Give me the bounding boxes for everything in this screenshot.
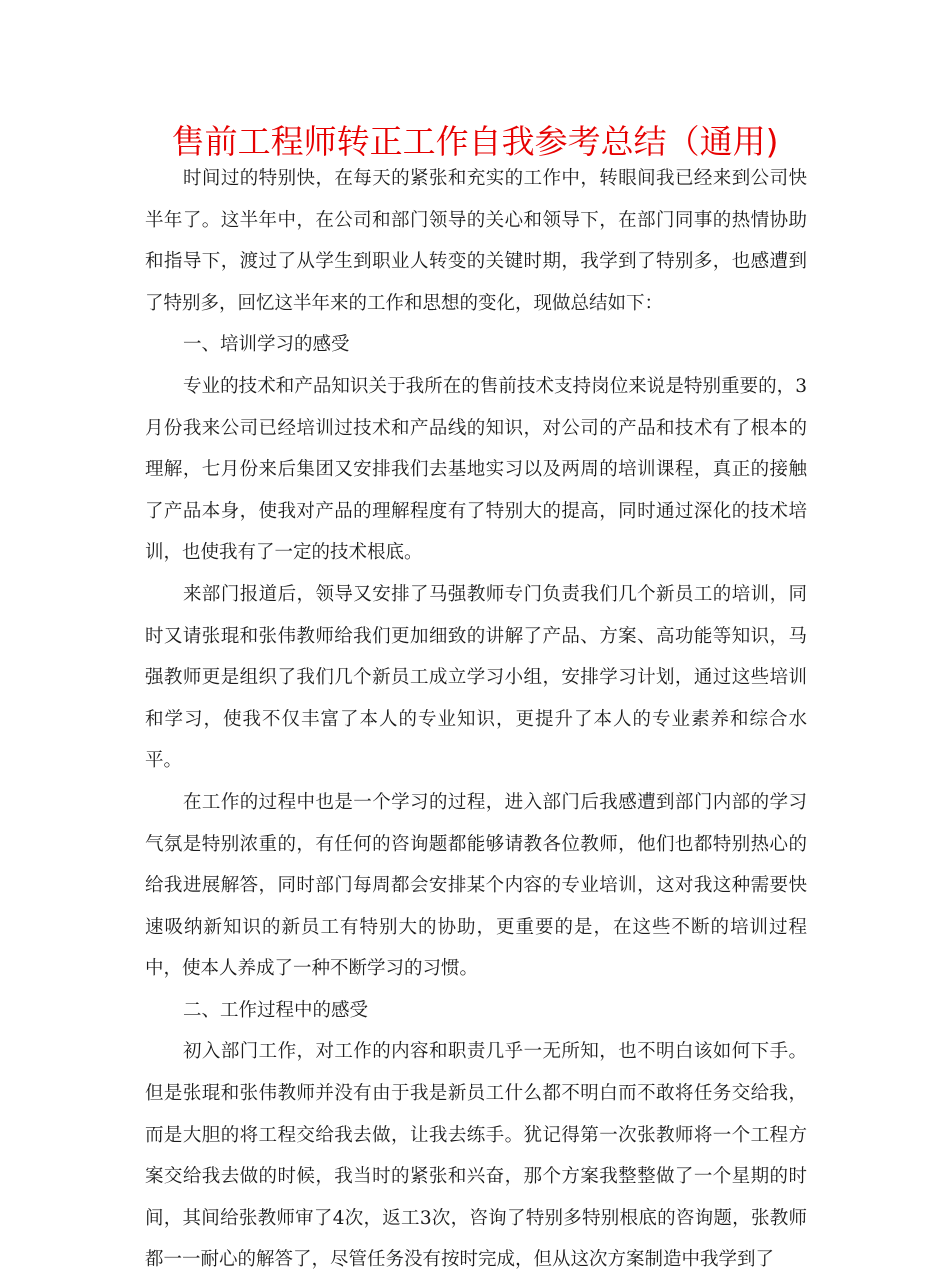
section-heading-training: 一、培训学习的感受 xyxy=(183,334,350,356)
paragraph-training-2: 来部门报道后，领导又安排了马强教师专门负责我们几个新员工的培训，同时又请张琨和张伟教师给我们更加细致的讲解了产品、方案、高功能等知识，马强教师更是组织了我们几个新员工成立学习小组，安排学习计划，通过这些培训和学习，使我不仅丰富了本人的专业知识，更提升了本人的专业素养和综合水平。 xyxy=(145,583,807,772)
paragraph-intro: 时间过的特别快，在每天的紧张和充实的工作中，转眼间我已经来到公司快半年了。这半年中，在公司和部门领导的关心和领导下，在部门同事的热情协助和指导下，渡过了从学生到职业人转变的关键时期，我学到了特别多，也感遭到了特别多，回忆这半年来的工作和思想的变化，现做总结如下： xyxy=(145,168,807,314)
paragraph-training-3: 在工作的过程中也是一个学习的过程，进入部门后我感遭到部门内部的学习气氛是特别浓重的，有任何的咨询题都能够请教各位教师，他们也都特别热心的给我进展解答，同时部门每周都会安排某个内容的专业培训，这对我这种需要快速吸纳新知识的新员工有特别大的协助，更重要的是，在这些不断的培训过程中，使本人养成了一种不断学习的习惯。 xyxy=(145,791,807,980)
document-title: 售前工程师转正工作自我参考总结（通用) xyxy=(171,122,779,161)
paragraph-work-1: 初入部门工作，对工作的内容和职责几乎一无所知，也不明白该如何下手。但是张琨和张伟教师并没有由于我是新员工什么都不明白而不敢将任务交给我，而是大胆的将工程交给我去做，让我去练手。犹记得第一次张教师将一个工程方案交给我去做的时候，我当时的紧张和兴奋，那个方案我整整做了一个星期的时间，其间给张教师审了4次，返工3次，咨询了特别多特别根底的咨询题，张教师都一一耐心的解答了，尽管任务没有按时完成，但从这次方案制造中我学到了 xyxy=(145,1041,807,1271)
document-body xyxy=(145,158,807,1281)
section-heading-work: 二、工作过程中的感受 xyxy=(183,999,369,1021)
paragraph-training-1: 专业的技术和产品知识关于我所在的售前技术支持岗位来说是特别重要的，3月份我来公司已经培训过技术和产品线的知识，对公司的产品和技术有了根本的理解，七月份来后集团又安排我们去基地实习以及两周的培训课程，真正的接触了产品本身，使我对产品的理解程度有了特别大的提高，同时通过深化的技术培训，也使我有了一定的技术根底。 xyxy=(145,375,807,564)
